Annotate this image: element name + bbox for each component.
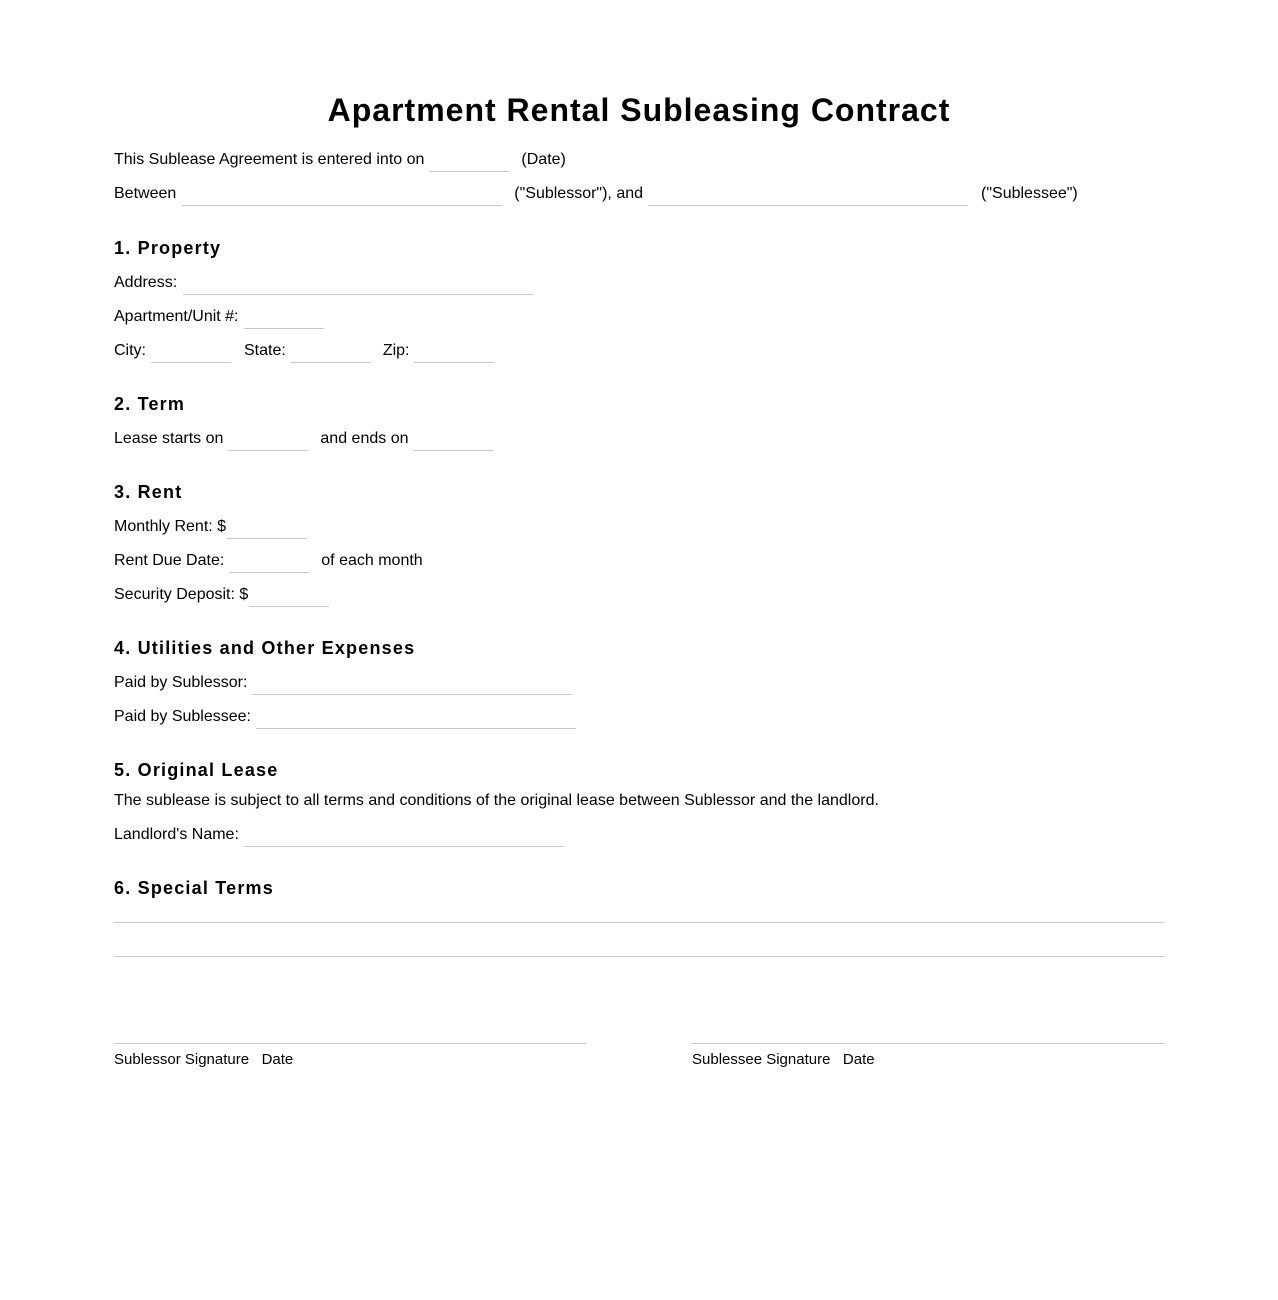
city-state-zip-row [114, 341, 1164, 361]
unit-row [114, 307, 1164, 327]
section-heading-original-lease: 5. Original Lease [114, 760, 279, 780]
each-month-label: of each month [321, 552, 423, 569]
between-label: Between [114, 185, 177, 202]
monthly-rent-blank[interactable] [227, 538, 307, 539]
rent-due-row [114, 551, 1164, 571]
sublessor-signature-block [114, 1043, 586, 1069]
section-heading-rent: 3. Rent [114, 482, 183, 502]
rent-due-blank[interactable] [229, 572, 309, 573]
lease-start-label: Lease starts on [114, 430, 224, 447]
sublessee-name-blank[interactable] [648, 205, 968, 206]
sublessor-signature-label: Sublessor Signature Date [114, 1051, 294, 1068]
deposit-blank[interactable] [249, 606, 329, 607]
original-lease-text-row [114, 791, 1164, 811]
utilities-sublessor-blank[interactable] [252, 694, 572, 695]
agreement-date-label: This Sublease Agreement is entered into on [114, 151, 425, 168]
lease-term-row [114, 429, 1164, 449]
agreement-date-blank[interactable] [429, 171, 509, 172]
landlord-row [114, 825, 1164, 845]
section-heading-utilities: 4. Utilities and Other Expenses [114, 638, 416, 658]
sublessee-signature-label: Sublessee Signature Date [692, 1051, 875, 1068]
parties-row [114, 184, 1164, 204]
utilities-sublessor-row [114, 673, 1164, 693]
monthly-rent-label: Monthly Rent: $ [114, 518, 227, 535]
special-terms-line-1[interactable] [114, 922, 1164, 923]
sublessee-signature-line[interactable] [692, 1043, 1164, 1044]
unit-blank[interactable] [244, 328, 324, 329]
contract-body [114, 150, 1164, 957]
utilities-sublessee-blank[interactable] [256, 728, 576, 729]
monthly-rent-row [114, 517, 1164, 537]
sublessee-tag: ("Sublessee") [981, 185, 1078, 202]
special-terms-line-2[interactable] [114, 956, 1164, 957]
sublessor-tag: ("Sublessor"), and [514, 185, 644, 202]
deposit-row [114, 585, 1164, 605]
city-label: City: [114, 342, 146, 359]
zip-label: Zip: [382, 342, 410, 359]
utilities-sublessor-label: Paid by Sublessor: [114, 674, 248, 691]
section-heading-special-terms: 6. Special Terms [114, 878, 274, 898]
rent-due-label: Rent Due Date: [114, 552, 225, 569]
address-label: Address: [114, 274, 178, 291]
city-blank[interactable] [151, 362, 231, 363]
section-heading-property: 1. Property [114, 238, 222, 258]
lease-end-label: and ends on [320, 430, 409, 447]
landlord-label: Landlord's Name: [114, 826, 239, 843]
state-blank[interactable] [291, 362, 371, 363]
zip-blank[interactable] [414, 362, 494, 363]
agreement-date-row [114, 150, 1164, 170]
utilities-sublessee-label: Paid by Sublessee: [114, 708, 251, 725]
unit-label: Apartment/Unit #: [114, 308, 239, 325]
page-title: Apartment Rental Subleasing Contract [327, 92, 951, 128]
section-heading-term: 2. Term [114, 394, 186, 414]
address-row [114, 273, 1164, 293]
utilities-sublessee-row [114, 707, 1164, 727]
date-hint: (Date) [521, 151, 566, 168]
lease-start-blank[interactable] [228, 450, 308, 451]
landlord-blank[interactable] [244, 846, 564, 847]
sublessor-signature-line[interactable] [114, 1043, 586, 1044]
address-blank[interactable] [183, 294, 533, 295]
state-label: State: [244, 342, 286, 359]
sublessee-signature-block [692, 1043, 1164, 1069]
sublessor-name-blank[interactable] [182, 205, 502, 206]
original-lease-text: The sublease is subject to all terms and conditions of the original lease between Sublessor and the landlord. [114, 792, 879, 809]
deposit-label: Security Deposit: $ [114, 586, 249, 603]
lease-end-blank[interactable] [413, 450, 493, 451]
